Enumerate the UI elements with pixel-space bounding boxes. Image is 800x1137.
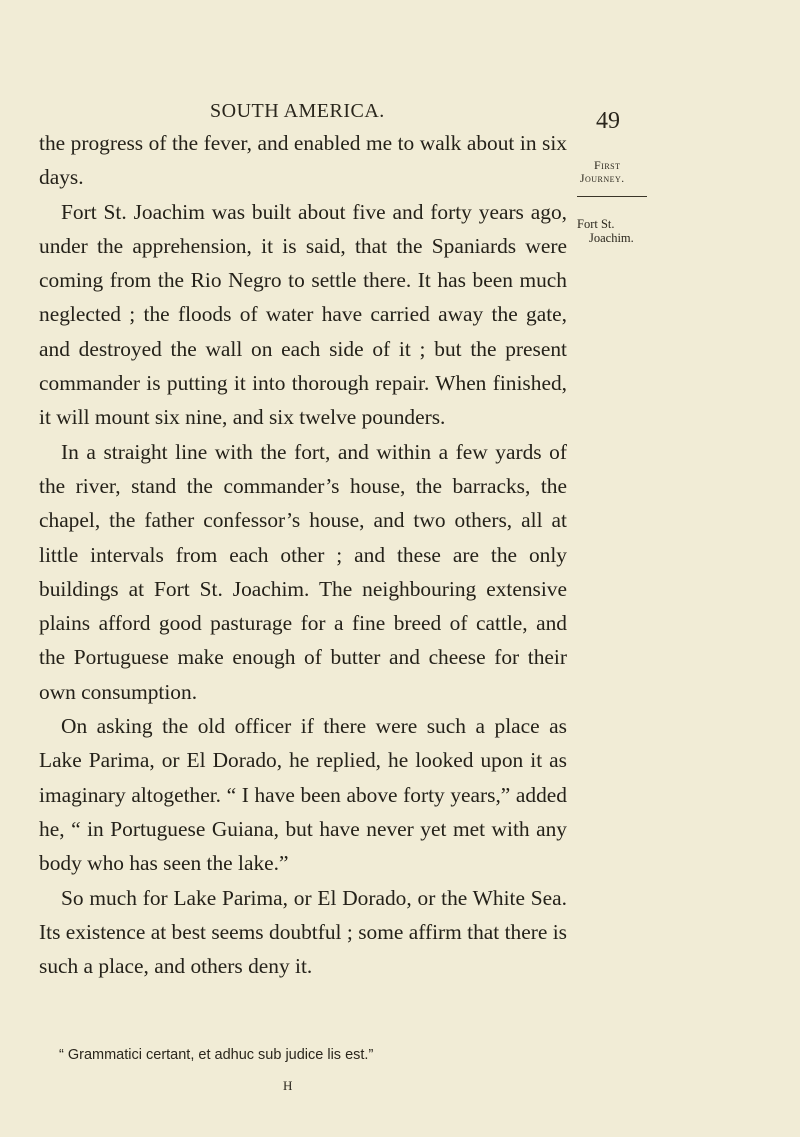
page-number: 49 — [596, 108, 620, 134]
signature-mark: H — [283, 1078, 293, 1093]
paragraph-continuation: the progress of the fever, and enabled me to walk about in six days. — [39, 131, 567, 190]
margin-note-section-line2: Journey. — [580, 173, 625, 185]
margin-note-section-line1: First — [594, 158, 621, 172]
paragraph-lake-parima: On asking the old officer if there were such a place as Lake Parima, or El Dorado, he replied, he looked upon it as imaginary altogether. “ I have been above forty years,” added he, “ in Portuguese Guiana, but have never yet met with any body who has seen the lake.” — [39, 714, 567, 876]
running-head: SOUTH AMERICA. — [210, 100, 385, 122]
margin-note-topic — [577, 217, 634, 245]
body-text — [39, 126, 567, 983]
margin-note-section — [580, 158, 625, 186]
paragraph-buildings: In a straight line with the fort, and within a few yards of the river, stand the commander’s house, the barracks, the chapel, the father confessor’s house, and two others, all at little intervals from each other ; and these are the only buildings at Fort St. Joachim. The neighbouring extensive plains afford good pasturage for a fine breed of cattle, and the Portuguese make enough of butter and cheese for their own consumption. — [39, 439, 567, 704]
paragraph-fort-history: Fort St. Joachim was built about five and forty years ago, under the apprehension, it is said, that the Spaniards were coming from the Rio Negro to settle there. It has been much neglected ; the floods of water have carried away the gate, and destroyed the wall on each side of it ; but the present commander is putting it into thorough repair. When finished, it will mount six nine, and six twelve pounders. — [39, 199, 567, 430]
margin-divider — [577, 196, 647, 197]
latin-quote: “ Grammatici certant, et adhuc sub judice lis est.” — [59, 1047, 374, 1063]
margin-note-topic-line2: Joachim. — [589, 231, 634, 245]
paragraph-white-sea: So much for Lake Parima, or El Dorado, or the White Sea. Its existence at best seems doubtful ; some affirm that there is such a place, and others deny it. — [39, 885, 567, 979]
margin-note-topic-line1: Fort St. — [577, 217, 615, 231]
